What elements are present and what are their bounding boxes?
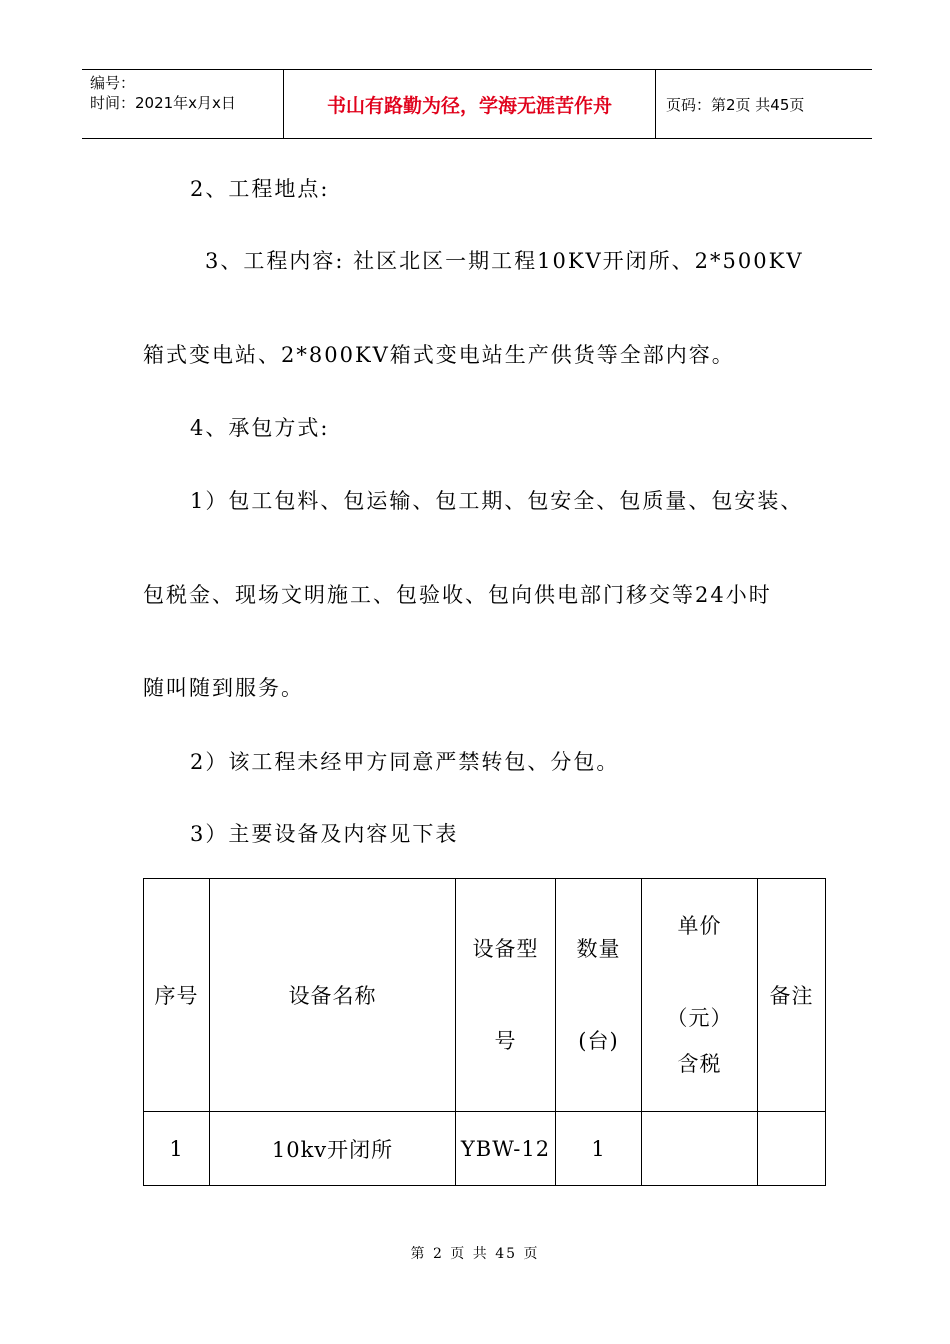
paragraph-contract-method: 4、承包方式: (190, 416, 330, 440)
table-header-row (144, 879, 826, 1112)
cell-quantity: 1 (556, 1112, 642, 1186)
header-page-info: 页码：第2页 共45页 (666, 95, 805, 114)
cell-unit-price (642, 1112, 758, 1186)
table-row (144, 1112, 826, 1186)
document-date: 时间：2021年x月x日 (90, 94, 236, 112)
header-seq: 序号 (144, 879, 210, 1112)
cell-remark (758, 1112, 826, 1186)
paragraph-project-content: 3、工程内容: 社区北区一期工程10KV开闭所、2*500KV (205, 249, 804, 273)
page-footer: 第 2 页 共 45 页 (410, 1246, 540, 1262)
header-quantity: 数量 (台) (556, 879, 642, 1112)
header-meta (82, 70, 284, 138)
header-motto: 书山有路勤为径，学海无涯苦作舟 (284, 70, 656, 138)
header-remark: 备注 (758, 879, 826, 1112)
cell-model: YBW-12 (456, 1112, 556, 1186)
header-device-name: 设备名称 (210, 879, 456, 1112)
cell-device-name: 10kv开闭所 (210, 1112, 456, 1186)
paragraph-project-location: 2、工程地点: (190, 177, 330, 201)
header-model: 设备型 号 (456, 879, 556, 1112)
paragraph-project-content-cont: 箱式变电站、2*800KV箱式变电站生产供货等全部内容。 (143, 343, 735, 367)
paragraph-item-1-cont: 包税金、现场文明施工、包验收、包向供电部门移交等24小时 (143, 583, 772, 607)
page-header (82, 69, 872, 139)
header-unit-price: 单价 （元） 含税 (642, 879, 758, 1112)
paragraph-item-1-end: 随叫随到服务。 (143, 676, 304, 700)
paragraph-item-1: 1）包工包料、包运输、包工期、包安全、包质量、包安装、 (190, 489, 804, 513)
cell-seq: 1 (144, 1112, 210, 1186)
document-number-label: 编号： (90, 74, 136, 92)
paragraph-item-2: 2）该工程未经甲方同意严禁转包、分包。 (190, 750, 620, 774)
paragraph-item-3: 3）主要设备及内容见下表 (190, 822, 459, 846)
equipment-table (143, 878, 826, 1186)
